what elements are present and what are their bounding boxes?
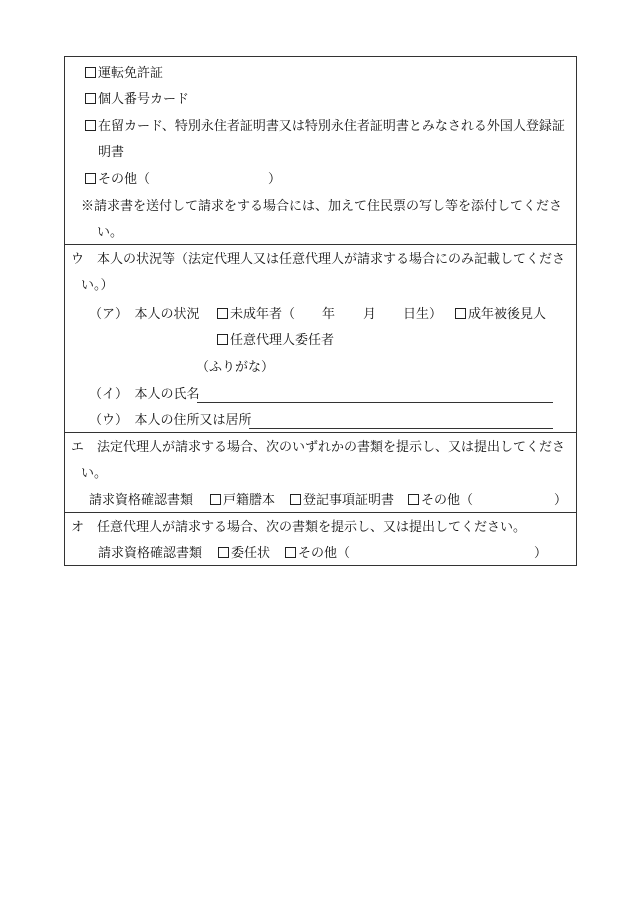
checkbox-family-register[interactable]: 戸籍謄本 xyxy=(210,493,275,509)
birth-year-label: 年 xyxy=(322,307,336,322)
checkbox-residence-card[interactable]: 在留カード、特別永住者証明書又は特別永住者証明書とみなされる外国人登録証 xyxy=(85,119,565,135)
section-o-docs-label: 請求資格確認書類 xyxy=(98,546,203,561)
checkbox-principal[interactable]: 任意代理人委任者 xyxy=(217,333,334,349)
section-e-heading: エ 法定代理人が請求する場合、次のいずれかの書類を提示し、又は提出してくださ xyxy=(71,440,566,455)
mail-request-note-cont: い。 xyxy=(97,225,124,240)
checkbox-power-of-attorney[interactable]: 委任状 xyxy=(218,546,270,562)
section-divider xyxy=(65,244,576,245)
checkbox-adult-ward[interactable]: 成年被後見人 xyxy=(455,307,546,323)
principal-name-label: （イ） 本人の氏名 xyxy=(89,387,200,402)
checkbox-registry-certificate[interactable]: 登記事項証明書 xyxy=(290,493,394,509)
section-u-heading: ウ 本人の状況等（法定代理人又は任意代理人が請求する場合にのみ記載してくださ xyxy=(71,252,566,267)
other-e-close-paren: ） xyxy=(554,493,568,508)
principal-address-label: （ウ） 本人の住所又は居所 xyxy=(89,413,252,428)
section-o-heading: オ 任意代理人が請求する場合、次の書類を提示し、又は提出してください。 xyxy=(71,520,527,535)
mail-request-note: ※請求書を送付して請求をする場合には、加えて住民票の写し等を添付してくださ xyxy=(81,199,563,214)
request-form-table xyxy=(64,56,577,566)
checkbox-other-e[interactable]: その他（ xyxy=(408,493,473,509)
checkbox-other-o[interactable]: その他（ xyxy=(285,546,350,562)
checkbox-my-number-card[interactable]: 個人番号カード xyxy=(85,92,189,108)
other-id-close-paren: ） xyxy=(268,172,282,187)
birth-month-label: 月 xyxy=(363,307,377,322)
principal-name-field[interactable] xyxy=(197,402,553,403)
principal-address-field[interactable] xyxy=(249,428,553,429)
principal-status-label: （ア） 本人の状況 xyxy=(89,307,200,322)
checkbox-drivers-license[interactable]: 運転免許証 xyxy=(85,66,163,82)
checkbox-minor[interactable]: 未成年者（ xyxy=(217,307,295,323)
residence-card-continued: 明書 xyxy=(98,145,125,160)
section-u-heading-cont: い。） xyxy=(81,278,114,293)
section-divider xyxy=(65,512,576,513)
section-divider xyxy=(65,432,576,433)
furigana-label: （ふりがな） xyxy=(196,360,275,375)
section-e-docs-label: 請求資格確認書類 xyxy=(89,493,194,508)
section-e-heading-cont: い。 xyxy=(81,466,108,481)
birth-day-label: 日生） xyxy=(403,307,443,322)
other-o-close-paren: ） xyxy=(534,546,548,561)
checkbox-other-id[interactable]: その他（ xyxy=(85,172,150,188)
